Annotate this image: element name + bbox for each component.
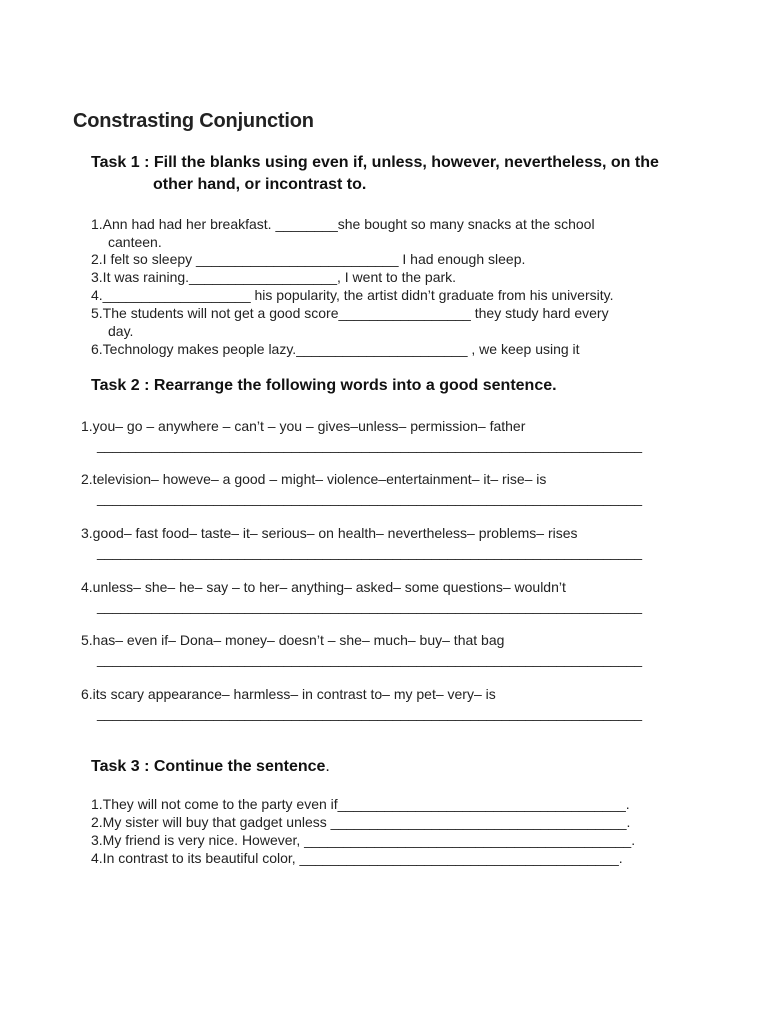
answer-line: ______________________________________________________________________ <box>97 437 643 453</box>
task1-heading-line1: Task 1 : Fill the blanks using even if, unless, however, nevertheless, on the <box>91 154 659 171</box>
task3-item-1: 1.They will not come to the party even if_____________________________________. <box>91 796 630 812</box>
task1-item-3: 3.It was raining.___________________, I went to the park. <box>91 269 457 285</box>
task2-item-1: 1.you– go – anywhere – can’t – you – gives–unless– permission– father <box>81 418 526 434</box>
task2-item-3: 3.good– fast food– taste– it– serious– on health– nevertheless– problems– rises <box>81 525 578 541</box>
task1-heading-line2: other hand, or incontrast to. <box>153 176 367 193</box>
task1-item-5-cont: day. <box>108 323 134 339</box>
answer-line: ______________________________________________________________________ <box>97 598 643 614</box>
page-title: Constrasting Conjunction <box>73 110 314 132</box>
task2-item-2: 2.television– howeve– a good – might– violence–entertainment– it– rise– is <box>81 471 547 487</box>
task3-heading-period: . <box>325 758 330 775</box>
task3-heading-text: Task 3 : Continue the sentence <box>91 758 326 775</box>
task3-item-3: 3.My friend is very nice. However, __________________________________________. <box>91 832 636 848</box>
task3-heading <box>91 758 330 776</box>
task2-item-6: 6.its scary appearance– harmless– in contrast to– my pet– very– is <box>81 686 496 702</box>
task1-item-1: 1.Ann had had her breakfast. ________she bought so many snacks at the school <box>91 216 595 232</box>
task3-item-4: 4.In contrast to its beautiful color, _________________________________________. <box>91 850 623 866</box>
answer-line: ______________________________________________________________________ <box>97 651 643 667</box>
task3-item-2: 2.My sister will buy that gadget unless ______________________________________. <box>91 814 631 830</box>
task1-item-4: 4.___________________ his popularity, the artist didn’t graduate from his university. <box>91 287 614 303</box>
task1-item-6: 6.Technology makes people lazy.______________________ , we keep using it <box>91 341 580 357</box>
task1-item-2: 2.I felt so sleepy __________________________ I had enough sleep. <box>91 251 526 267</box>
task2-heading: Task 2 : Rearrange the following words into a good sentence. <box>91 377 557 394</box>
task1-item-1-cont: canteen. <box>108 234 162 250</box>
answer-line: ______________________________________________________________________ <box>97 544 643 560</box>
task2-item-4: 4.unless– she– he– say – to her– anything– asked– some questions– wouldn’t <box>81 579 566 595</box>
task1-item-5: 5.The students will not get a good score_________________ they study hard every <box>91 305 609 321</box>
answer-line: ______________________________________________________________________ <box>97 705 643 721</box>
answer-line: ______________________________________________________________________ <box>97 490 643 506</box>
task2-item-5: 5.has– even if– Dona– money– doesn’t – she– much– buy– that bag <box>81 632 505 648</box>
